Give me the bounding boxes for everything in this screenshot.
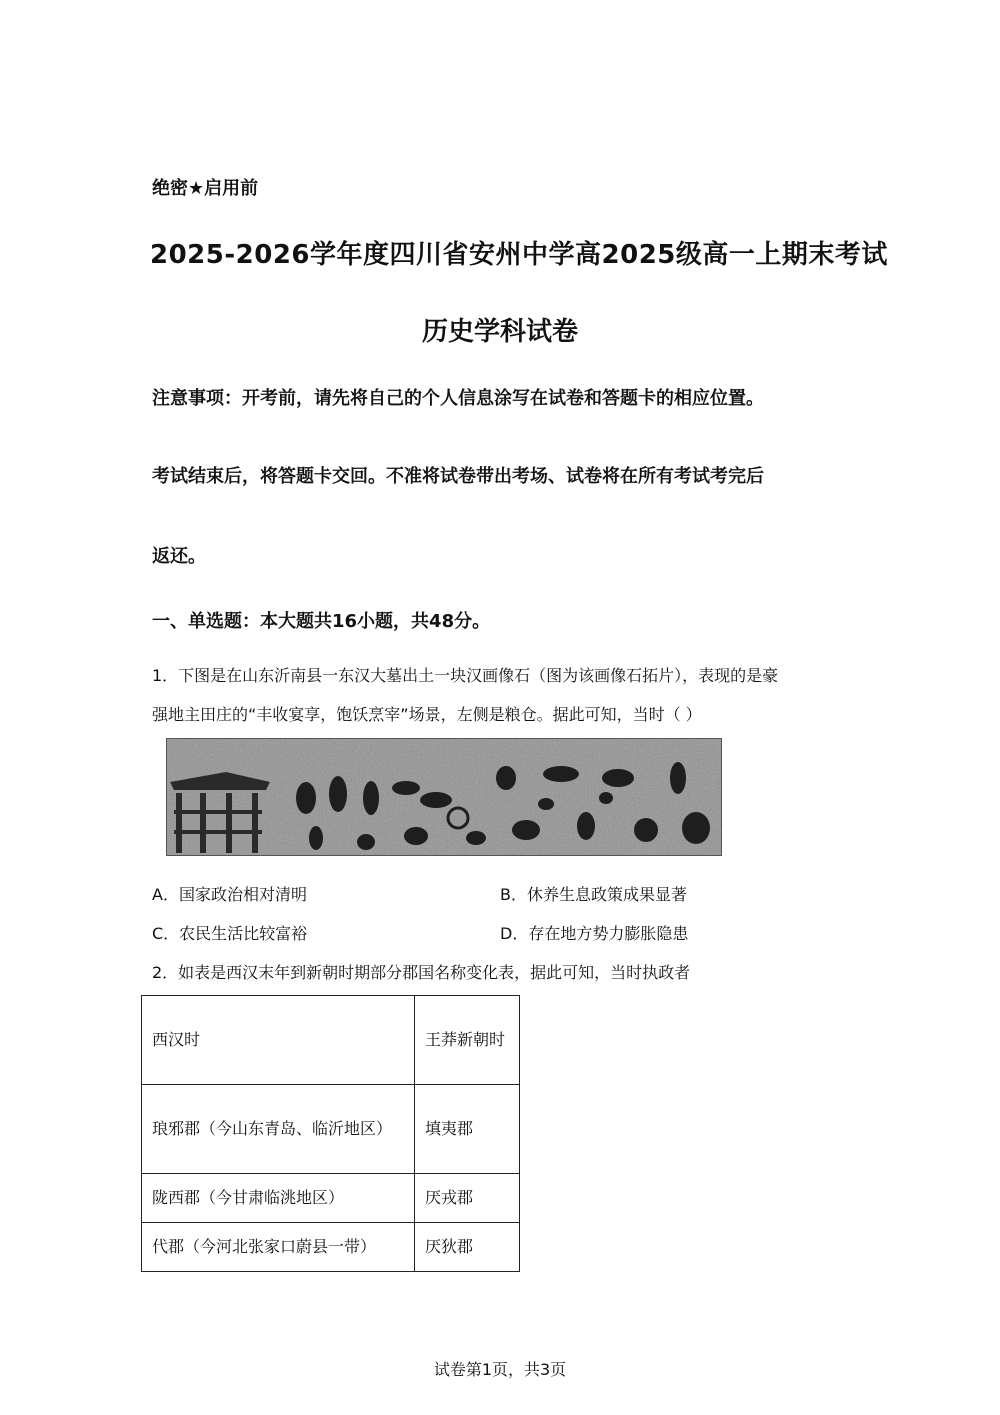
option-c[interactable]: C．农民生活比较富裕: [152, 924, 308, 943]
commandery-name-table: [141, 995, 520, 1272]
table-cell: 代郡（今河北张家口蔚县一带）: [142, 1223, 415, 1272]
table-row: [142, 1223, 520, 1272]
table-header-row: [142, 996, 520, 1085]
table-header-cell: 西汉时: [142, 996, 415, 1085]
table-cell: 厌狄郡: [415, 1223, 520, 1272]
han-stone-rubbing-image: [166, 738, 722, 856]
table-cell: 琅邪郡（今山东青岛、临沂地区）: [142, 1085, 415, 1174]
confidential-label: 绝密★启用前: [152, 178, 259, 199]
section-heading: 一、单选题：本大题共16小题，共48分。: [152, 611, 491, 632]
notice-line-2: 考试结束后，将答题卡交回。不准将试卷带出考场、试卷将在所有考试考完后: [152, 466, 764, 487]
notice-line-1: 注意事项：开考前，请先将自己的个人信息涂写在试卷和答题卡的相应位置。: [152, 388, 764, 409]
exam-subtitle: 历史学科试卷: [421, 317, 578, 347]
table-row: [142, 1085, 520, 1174]
table-cell: 厌戎郡: [415, 1174, 520, 1223]
page-footer: 试卷第1页，共3页: [433, 1360, 567, 1379]
table-cell: 填夷郡: [415, 1085, 520, 1174]
option-a[interactable]: A．国家政治相对清明: [152, 885, 307, 904]
table-row: [142, 1174, 520, 1223]
notice-line-3: 返还。: [152, 546, 206, 567]
table-header-cell: 王莽新朝时: [415, 996, 520, 1085]
option-b[interactable]: B．休养生息政策成果显著: [500, 885, 687, 904]
question-2-stem: 2．如表是西汉末年到新朝时期部分郡国名称变化表，据此可知，当时执政者: [152, 963, 691, 982]
question-1-stem-line-2: 强地主田庄的“丰收宴享，饱饫烹宰”场景，左侧是粮仓。据此可知，当时（ ）: [152, 705, 702, 724]
question-1-stem-line-1: 1．下图是在山东沂南县一东汉大墓出土一块汉画像石（图为该画像石拓片），表现的是豪: [152, 666, 779, 685]
exam-title: 2025-2026学年度四川省安州中学高2025级高一上期末考试: [150, 240, 888, 270]
table-cell: 陇西郡（今甘肃临洮地区）: [142, 1174, 415, 1223]
option-d[interactable]: D．存在地方势力膨胀隐患: [500, 924, 689, 943]
